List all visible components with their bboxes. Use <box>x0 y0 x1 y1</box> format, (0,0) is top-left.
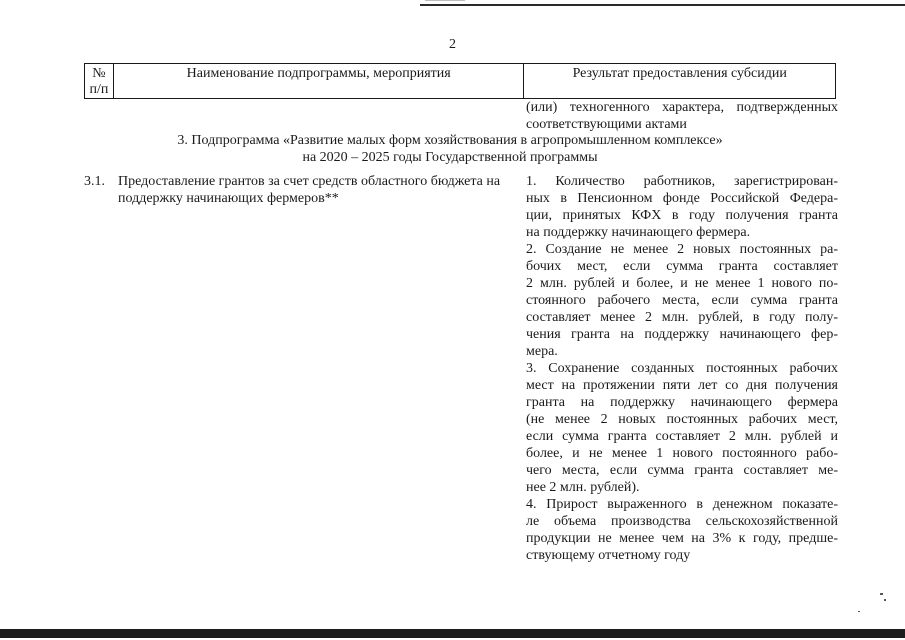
header-number-label: № <box>92 66 106 81</box>
result-line: чения гранта на поддержку начинающего фер- <box>526 327 838 342</box>
header-number-sublabel: п/п <box>89 82 109 97</box>
result-line: бочих мест, если сумма гранта составляет <box>526 259 838 274</box>
section-heading-line: на 2020 – 2025 годы Государственной программы <box>302 150 598 165</box>
result-line: продукции не менее чем на 3% к году, предше- <box>526 531 838 546</box>
result-line: на поддержку начинающего фермера. <box>526 225 751 240</box>
result-line: ных в Пенсионном фонде Российской Федера- <box>526 191 838 206</box>
result-line: 2. Создание не менее 2 новых постоянных ра- <box>526 242 838 257</box>
result-line: ции, принятых КФХ в году получения гранта <box>526 208 838 223</box>
header-cell-name: Наименование подпрограммы, мероприятия <box>113 64 523 99</box>
table-header <box>84 63 836 99</box>
scan-speck <box>880 593 883 595</box>
header-cell-result: Результат предоставления субсидии <box>524 64 836 99</box>
result-line: составляет менее 2 млн. рублей, в году полу- <box>526 310 838 325</box>
result-line: чего места, если сумма гранта составляет ме- <box>526 463 838 478</box>
page-number: 2 <box>449 37 456 52</box>
result-line: мера. <box>526 344 558 359</box>
result-line: 3. Сохранение созданных постоянных рабочих <box>526 361 838 376</box>
result-line: 4. Прирост выраженного в денежном показате- <box>526 497 838 512</box>
section-heading-line: 3. Подпрограмма «Развитие малых форм хозяйствования в агропромышленном комплексе» <box>177 133 723 148</box>
result-line: стоянного рабочего места, если сумма гранта <box>526 293 838 308</box>
item-number: 3.1. <box>84 174 105 189</box>
result-line: ле объема производства сельскохозяйственной <box>526 514 838 529</box>
result-line: если сумма гранта составляет 2 млн. рублей и <box>526 429 838 444</box>
bottom-edge-band <box>0 629 905 638</box>
continued-line: соответствующими актами <box>526 117 687 132</box>
top-edge-line <box>420 4 905 6</box>
result-line: 2 млн. рублей и более, и не менее 1 нового по- <box>526 276 838 291</box>
result-line: 1. Количество работников, зарегистрирован- <box>526 174 838 189</box>
scan-speck <box>884 599 886 601</box>
scan-speck <box>858 611 860 612</box>
result-line: мест на протяжении пяти лет со дня получения <box>526 378 838 393</box>
result-line: нее 2 млн. рублей). <box>526 480 640 495</box>
result-line: (не менее 2 новых постоянных рабочих мест, <box>526 412 838 427</box>
results-list <box>526 173 838 564</box>
result-line: ствующему отчетному году <box>526 548 691 563</box>
result-line: более, и не менее 1 нового постоянного рабо- <box>526 446 838 461</box>
item-name: Предоставление грантов за счет средств областного бюджета на поддержку начинающих фермеров** <box>118 174 501 206</box>
scan-dash-mark <box>425 0 465 1</box>
continued-line: (или) техногенного характера, подтвержденных <box>526 100 838 115</box>
result-line: гранта на поддержку начинающего фермера <box>526 395 838 410</box>
section-heading <box>90 132 810 166</box>
header-cell-number <box>85 64 114 99</box>
continued-result-text <box>526 99 838 133</box>
